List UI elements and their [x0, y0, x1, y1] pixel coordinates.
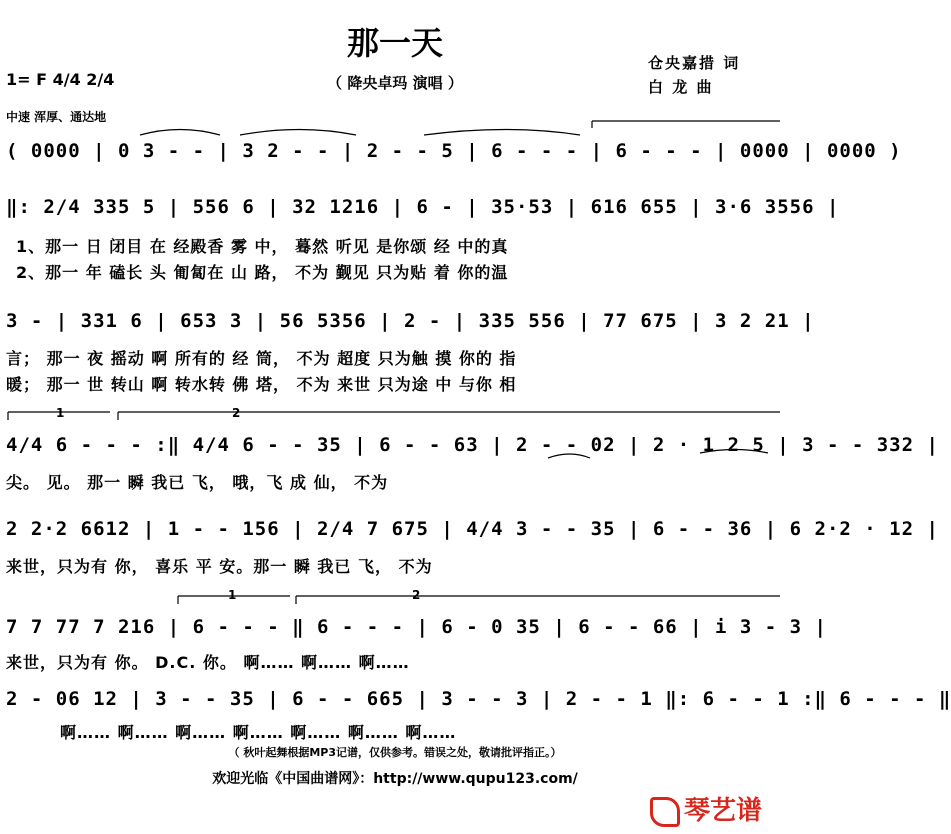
volta-2-label-b: 2	[412, 588, 421, 602]
lyricist-credit: 仓央嘉措 词	[648, 54, 741, 72]
volta-1-label: 1	[56, 406, 65, 420]
song-title: 那一天	[346, 24, 443, 62]
notation-row-5: 7 7 77 7 216 | 6 - - - ‖ 6 - - - | 6 - 0 35 | 6 - - 66 | i 3 - 3 |	[6, 616, 827, 638]
logo-icon	[650, 797, 680, 827]
lyric-row-1-verse-2: 2、那一 年 磕长 头 匍匐在 山 路， 不为 觐见 只为贴 着 你的温	[16, 263, 509, 282]
key-signature: 1= F 4/4 2/4	[6, 70, 115, 89]
logo-text: 琴艺谱	[684, 796, 763, 826]
tempo-marking: 中速 浑厚、通达地	[6, 110, 107, 124]
lyric-row-2-verse-1: 言； 那一 夜 摇动 啊 所有的 经 筒， 不为 超度 只为触 摸 你的 指	[6, 349, 517, 368]
site-logo	[650, 790, 762, 827]
volta-1-label-b: 1	[228, 588, 237, 602]
lyric-row-4: 来世，只为有 你， 喜乐 平 安。那一 瞬 我已 飞， 不为	[6, 557, 433, 576]
notation-row-1: ‖: 2/4 335 5 | 556 6 | 32 1216 | 6 - | 35·53 | 616 655 | 3·6 3556 |	[6, 196, 840, 218]
notation-row-3: 4/4 6 - - - :‖ 4/4 6 - - 35 | 6 - - 63 | 2 - - 02 | 2 · 1 2 5 | 3 - - 332 |	[6, 434, 939, 456]
website-link[interactable]: 欢迎光临《中国曲谱网》：http://www.qupu123.com/	[212, 771, 578, 787]
lyric-row-2-verse-2: 暖； 那一 世 转山 啊 转水转 佛 塔， 不为 来世 只为途 中 与你 相	[6, 375, 517, 394]
lyric-row-6: 啊…… 啊…… 啊…… 啊…… 啊…… 啊…… 啊……	[60, 723, 457, 742]
volta-2-label: 2	[232, 406, 241, 420]
intro-line: ( 0000 | 0 3 - - | 3 2 - - | 2 - - 5 | 6 - - - | 6 - - - | 0000 | 0000 )	[6, 140, 902, 162]
lyric-row-3: 尖。 见。 那一 瞬 我已 飞， 哦，飞 成 仙， 不为	[6, 473, 389, 492]
lyric-row-5: 来世，只为有 你。 D.C. 你。 啊…… 啊…… 啊……	[6, 653, 410, 672]
transcription-note: （ 秋叶起舞根据MP3记谱，仅供参考。错误之处，敬请批评指正。）	[228, 746, 562, 759]
composer-credit: 白 龙 曲	[648, 78, 714, 96]
notation-row-4: 2 2·2 6612 | 1 - - 156 | 2/4 7 675 | 4/4 3 - - 35 | 6 - - 36 | 6 2·2 · 12 |	[6, 518, 939, 540]
notation-row-2: 3 - | 331 6 | 653 3 | 56 5356 | 2 - | 335 556 | 77 675 | 3 2 21 |	[6, 310, 815, 332]
singer-credit: （ 降央卓玛 演唱 ）	[327, 74, 463, 92]
notation-row-6: 2 - 06 12 | 3 - - 35 | 6 - - 665 | 3 - - 3 | 2 - - 1 ‖: 6 - - 1 :‖ 6 - - - ‖	[6, 688, 951, 710]
lyric-row-1-verse-1: 1、那一 日 闭目 在 经殿香 雾 中， 蓦然 听见 是你颂 经 中的真	[16, 237, 509, 256]
